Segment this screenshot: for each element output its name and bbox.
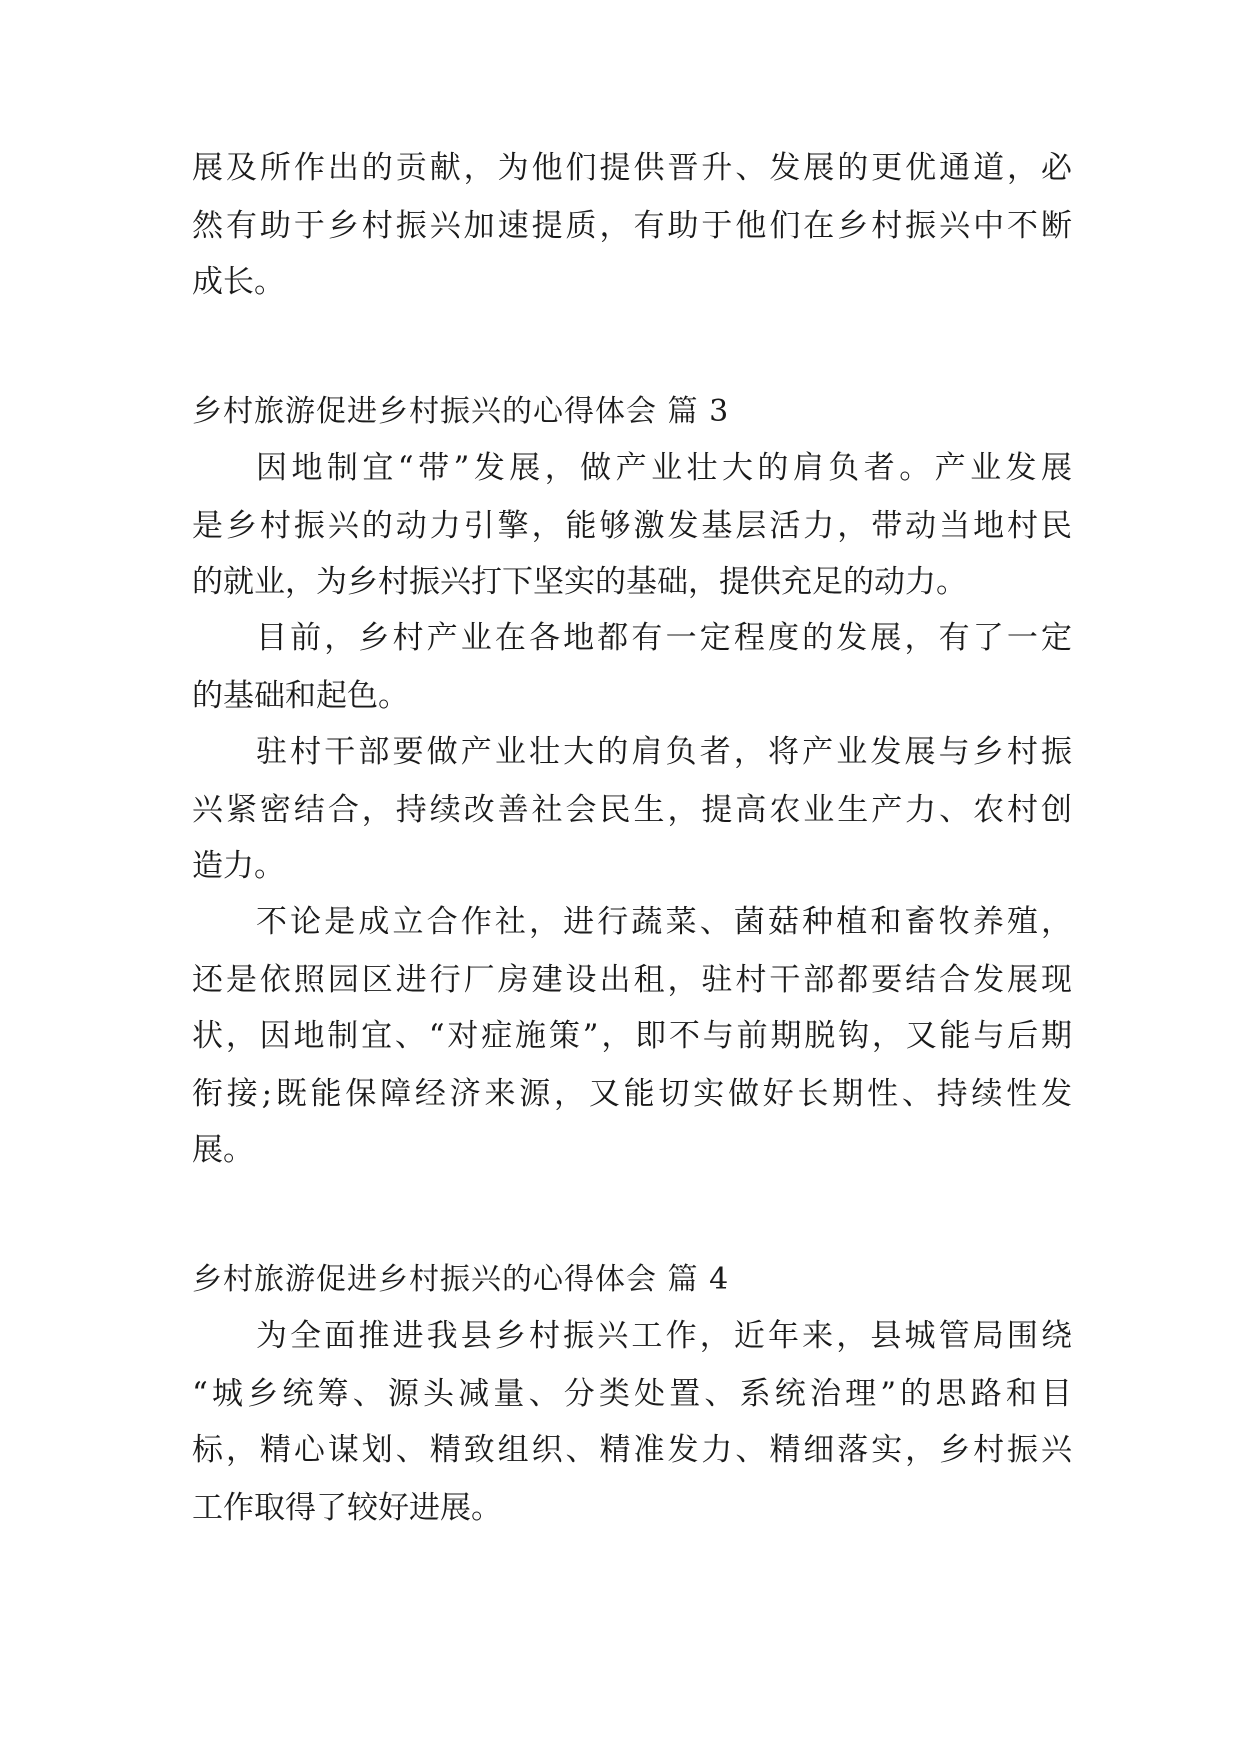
s3-p4-line-2: 还是依照园区进行厂房建设出租，驻村干部都要结合发展现 [192,962,1072,998]
s3-p2-line-2: 的基础和起色。 [192,678,409,714]
intro-line-1: 展及所作出的贡献，为他们提供晋升、发展的更优通道，必 [192,150,1072,186]
s3-p1-line-1: 因地制宜“带”发展，做产业壮大的肩负者。产业发展 [256,450,1072,486]
s3-p3-line-1: 驻村干部要做产业壮大的肩负者，将产业发展与乡村振 [256,734,1072,770]
s3-p3-line-3: 造力。 [192,848,285,884]
s3-p4-line-4: 衔接;既能保障经济来源，又能切实做好长期性、持续性发 [192,1076,1072,1112]
s3-p2-line-1: 目前，乡村产业在各地都有一定程度的发展，有了一定 [256,620,1072,656]
s3-p1-line-3: 的就业，为乡村振兴打下坚实的基础，提供充足的动力。 [192,564,967,600]
s3-p4-line-5: 展。 [192,1132,254,1168]
s4-p1-line-1: 为全面推进我县乡村振兴工作，近年来，县城管局围绕 [256,1318,1072,1354]
s4-p1-line-4: 工作取得了较好进展。 [192,1490,502,1526]
s3-p1-line-2: 是乡村振兴的动力引擎，能够激发基层活力，带动当地村民 [192,508,1072,544]
s3-p3-line-2: 兴紧密结合，持续改善社会民生，提高农业生产力、农村创 [192,792,1072,828]
s4-p1-line-3: 标，精心谋划、精致组织、精准发力、精细落实，乡村振兴 [192,1432,1072,1468]
s3-p4-line-1: 不论是成立合作社，进行蔬菜、菌菇种植和畜牧养殖， [256,904,1072,940]
s3-p4-line-3: 状，因地制宜、“对症施策”，即不与前期脱钩，又能与后期 [192,1018,1072,1054]
intro-line-2: 然有助于乡村振兴加速提质，有助于他们在乡村振兴中不断 [192,208,1072,244]
s4-p1-line-2: “城乡统筹、源头减量、分类处置、系统治理”的思路和目 [192,1376,1072,1412]
section-3-heading: 乡村旅游促进乡村振兴的心得体会 篇 3 [192,394,730,429]
section-4-heading: 乡村旅游促进乡村振兴的心得体会 篇 4 [192,1262,730,1297]
intro-line-3: 成长。 [192,264,285,300]
